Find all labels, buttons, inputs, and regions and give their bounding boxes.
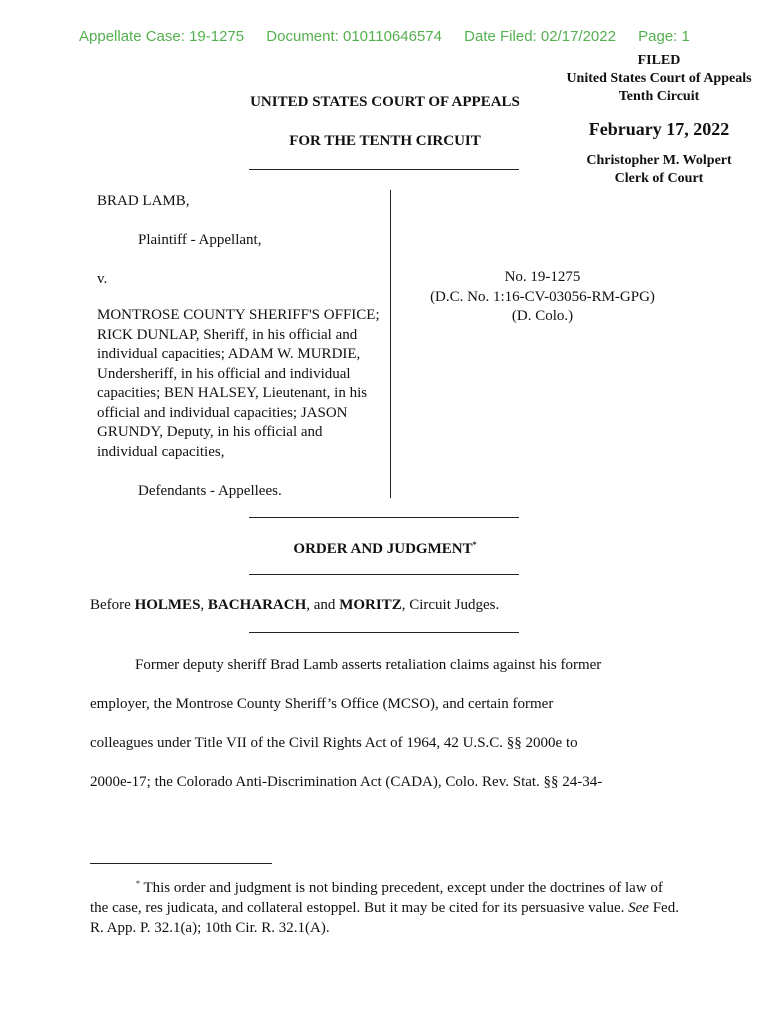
separator: , and [306, 597, 340, 613]
filed-stamp [548, 52, 770, 188]
order-title [200, 540, 570, 558]
divider-rule [249, 517, 519, 518]
footnote-marker: * [136, 879, 140, 888]
panel-line [90, 597, 499, 614]
body-line: employer, the Montrose County Sheriff’s Office (MCSO), and certain former [90, 696, 554, 712]
stamp-page: Page: 1 [638, 28, 690, 45]
judge-name: BACHARACH [207, 597, 307, 613]
order-footnote-marker: * [472, 540, 477, 549]
stamp-date-filed: Date Filed: 02/17/2022 [464, 28, 616, 45]
case-numbers [400, 268, 685, 327]
divider-rule [249, 574, 519, 575]
defendants-role: Defendants - Appellees. [138, 483, 282, 499]
footnote [90, 874, 680, 938]
footnote-see: See [628, 900, 649, 916]
order-title-text: ORDER AND JUDGMENT [293, 541, 473, 557]
district-case-number: (D.C. No. 1:16-CV-03056-RM-GPG) [430, 288, 655, 305]
plaintiff-name: BRAD LAMB, [97, 193, 190, 209]
filed-date: February 17, 2022 [588, 119, 730, 139]
plaintiff-role: Plaintiff - Appellant, [138, 232, 262, 248]
body-line: 2000e-17; the Colorado Anti-Discrimination Act (CADA), Colo. Rev. Stat. §§ 24-34- [90, 774, 603, 790]
separator: , [200, 597, 208, 613]
divider-rule [249, 632, 519, 633]
footnote-text: This order and judgment is not binding precedent, except under the doctrines of law of the case, res judicata, and collateral estoppel. But it may be cited for its persuasive value. [90, 880, 663, 916]
judge-name: HOLMES [134, 597, 201, 613]
court-title: UNITED STATES COURT OF APPEALS [250, 94, 520, 110]
district: (D. Colo.) [511, 308, 574, 324]
defendants-list: MONTROSE COUNTY SHERIFF'S OFFICE; RICK DUNLAP, Sheriff, in his official and individual capacities; ADAM W. MURDIE, Undersheriff, in his official and individual capacities; BEN HALSEY, Lieutenant, in his official and individual capacities; JASON GRUNDY, Deputy, in his official and individual capacities, [97, 307, 380, 460]
divider-rule [249, 169, 519, 170]
judge-name: MORITZ [339, 597, 402, 613]
panel-suffix: , Circuit Judges. [401, 597, 500, 613]
filed-court-line2: Tenth Circuit [618, 89, 700, 104]
versus: v. [97, 271, 108, 287]
panel-prefix: Before [90, 597, 135, 613]
court-subtitle: FOR THE TENTH CIRCUIT [289, 133, 481, 149]
filing-stamp-header [79, 28, 708, 45]
body-line: Former deputy sheriff Brad Lamb asserts retaliation claims against his former [135, 657, 602, 673]
stamp-document: Document: 010110646574 [266, 28, 442, 45]
clerk-title: Clerk of Court [614, 171, 704, 186]
filed-label: FILED [637, 53, 681, 68]
case-number: No. 19-1275 [504, 269, 581, 285]
body-line: colleagues under Title VII of the Civil Rights Act of 1964, 42 U.S.C. §§ 2000e to [90, 735, 578, 751]
clerk-name: Christopher M. Wolpert [586, 153, 732, 168]
caption-divider [390, 190, 391, 498]
footnote-citation: Fed. R. App. P. 32.1(a); 10th Cir. R. 32.1(A). [90, 900, 679, 936]
footnote-rule [90, 863, 272, 864]
stamp-case: Appellate Case: 19-1275 [79, 28, 245, 45]
filed-court-line1: United States Court of Appeals [566, 71, 752, 86]
